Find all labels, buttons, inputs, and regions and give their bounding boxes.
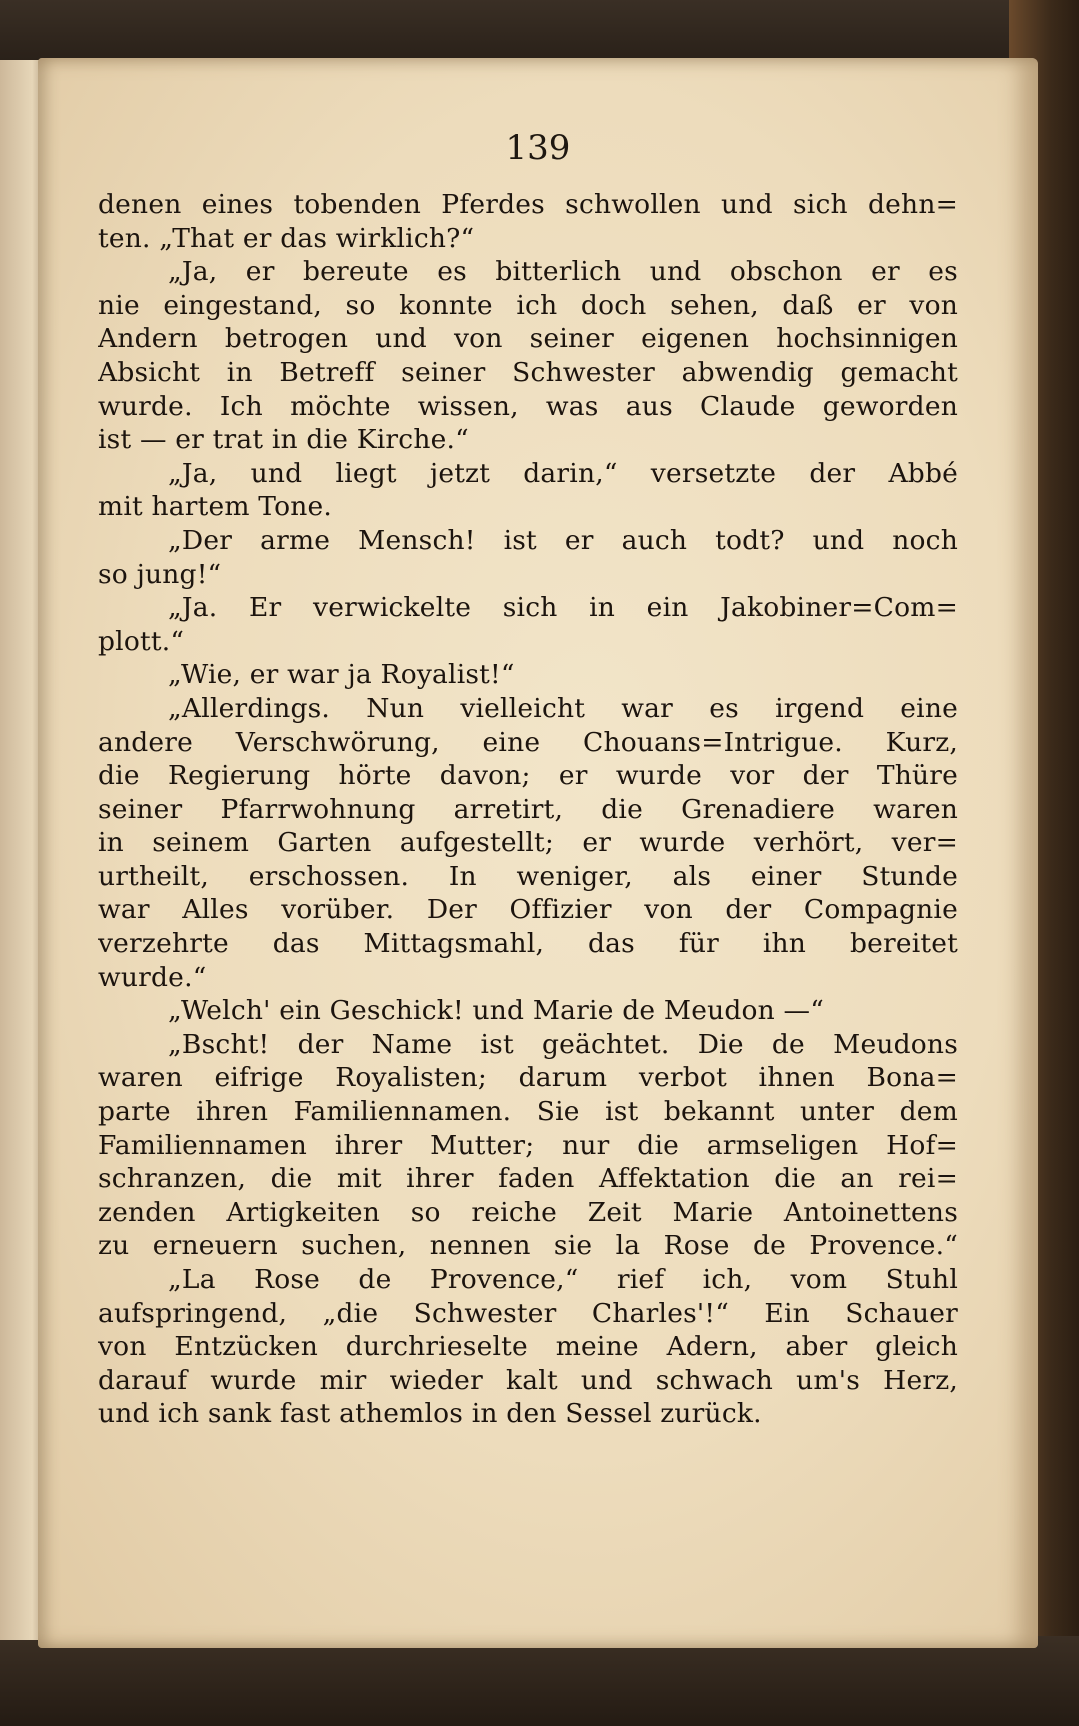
text-line: mit hartem Tone. [98, 491, 333, 523]
text-line: parte ihren Familiennamen. Sie ist bekannt unter dem [98, 1096, 958, 1128]
text-line: in seinem Garten aufgestellt; er wurde verhört, ver= [98, 827, 958, 859]
text-line: nie eingestand, so konnte ich doch sehen, daß er von [98, 289, 958, 321]
text-line: und ich sank fast athemlos in den Sessel zurück. [98, 1398, 762, 1430]
book-cover-top [0, 0, 1079, 60]
text-line: „Welch' ein Geschick! und Marie de Meudon —“ [168, 995, 825, 1027]
book-cover-bottom [0, 1636, 1079, 1726]
text-line: „Der arme Mensch! ist er auch todt? und noch [168, 524, 958, 556]
text-line: verzehrte das Mittagsmahl, das für ihn bereitet [98, 928, 958, 960]
text-line: andere Verschwörung, eine Chouans=Intrigue. Kurz, [98, 726, 958, 758]
text-line: wurde.“ [98, 961, 207, 993]
book-page [38, 58, 1038, 1648]
text-line: urtheilt, erschossen. In weniger, als einer Stunde [98, 860, 958, 892]
page-number: 139 [505, 128, 571, 168]
text-line: „Bscht! der Name ist geächtet. Die de Meudons [168, 1028, 958, 1060]
text-line: die Regierung hörte davon; er wurde vor der Thüre [98, 760, 958, 792]
text-line: aufspringend, „die Schwester Charles'!“ Ein Schauer [98, 1297, 958, 1329]
text-line: war Alles vorüber. Der Offizier von der Compagnie [98, 894, 958, 926]
text-line: „Ja, und liegt jetzt darin,“ versetzte der Abbé [168, 457, 958, 489]
text-line: schranzen, die mit ihrer faden Affektation die an rei= [98, 1163, 958, 1195]
text-line: ist — er trat in die Kirche.“ [98, 424, 469, 456]
text-line: ten. „That er das wirklich?“ [98, 222, 475, 254]
text-line: wurde. Ich möchte wissen, was aus Claude geworden [98, 390, 958, 422]
text-line: Absicht in Betreff seiner Schwester abwendig gemacht [98, 356, 958, 388]
text-line: waren eifrige Royalisten; darum verbot ihnen Bona= [98, 1062, 958, 1094]
text-line: „Wie, er war ja Royalist!“ [168, 659, 515, 691]
text-line: zu erneuern suchen, nennen sie la Rose de Provence.“ [98, 1230, 958, 1262]
text-line: so jung!“ [98, 558, 222, 590]
text-line: „Ja, er bereute es bitterlich und obschon er es [168, 256, 958, 288]
text-line: zenden Artigkeiten so reiche Zeit Marie Antoinettens [98, 1196, 958, 1228]
body-text [98, 188, 958, 1431]
text-line: „La Rose de Provence,“ rief ich, vom Stuhl [168, 1264, 958, 1295]
text-line: „Ja. Er verwickelte sich in ein Jakobiner=Com= [168, 592, 958, 624]
text-line: plott.“ [98, 625, 185, 657]
text-line: denen eines tobenden Pferdes schwollen und sich dehn= [98, 189, 958, 220]
text-line: darauf wurde mir wieder kalt und schwach um's Herz, [98, 1364, 958, 1396]
text-line: Familiennamen ihrer Mutter; nur die armseligen Hof= [98, 1129, 958, 1161]
text-line: Andern betrogen und von seiner eigenen hochsinnigen [98, 323, 958, 355]
text-line: „Allerdings. Nun vielleicht war es irgend eine [168, 692, 958, 724]
text-line: von Entzücken durchrieselte meine Adern, aber gleich [98, 1331, 958, 1363]
text-line: seiner Pfarrwohnung arretirt, die Grenadiere waren [98, 793, 958, 825]
